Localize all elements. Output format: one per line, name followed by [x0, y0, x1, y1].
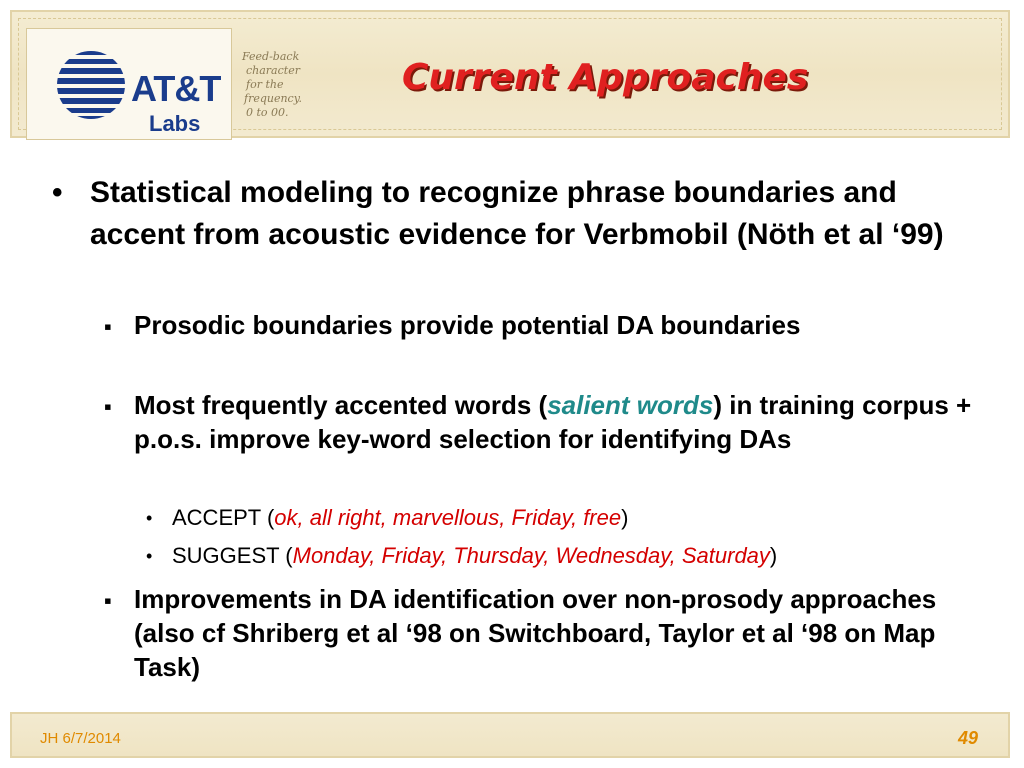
suggest-example: SUGGEST (Monday, Friday, Thursday, Wednesday, Saturday) [172, 543, 778, 568]
sub-point-2: Most frequently accented words (salient words) in training corpus + p.o.s. improve key-word selection for identifying DAs [134, 390, 972, 454]
salient-words-term: salient words [547, 390, 714, 420]
square-bullet-icon: ▪ [104, 314, 112, 339]
square-bullet-icon: ▪ [104, 394, 112, 419]
svg-text:Feed-back: Feed-back [242, 50, 300, 63]
small-bullet-icon: • [146, 508, 153, 528]
footer-date: JH 6/7/2014 [40, 730, 121, 747]
square-bullet-icon: ▪ [104, 588, 112, 613]
logo-name: AT&T [131, 68, 221, 109]
slide-title: Current Approaches [402, 57, 809, 98]
svg-text:character: character [246, 64, 300, 77]
svg-text:for the: for the [246, 78, 284, 91]
sub-point-1: Prosodic boundaries provide potential DA boundaries [134, 310, 801, 340]
bullet-dot-icon: • [52, 176, 63, 209]
svg-text:0 to 00.: 0 to 00. [246, 106, 289, 119]
small-bullet-icon: • [146, 546, 153, 566]
footer-bar [10, 712, 1010, 758]
page-number: 49 [957, 728, 978, 748]
accept-example: ACCEPT (ok, all right, marvellous, Friday, free) [172, 505, 629, 530]
logo-sub: Labs [149, 111, 201, 136]
sub-point-3: Improvements in DA identification over non-prosody approaches (also cf Shriberg et al ‘98 on Switchboard, Taylor et al ‘98 on Map Task) [134, 584, 937, 682]
svg-text:frequency.: frequency. [244, 92, 302, 105]
main-point: Statistical modeling to recognize phrase boundaries and accent from acoustic evidence for Verbmobil (Nöth et al ‘99) [90, 176, 944, 251]
